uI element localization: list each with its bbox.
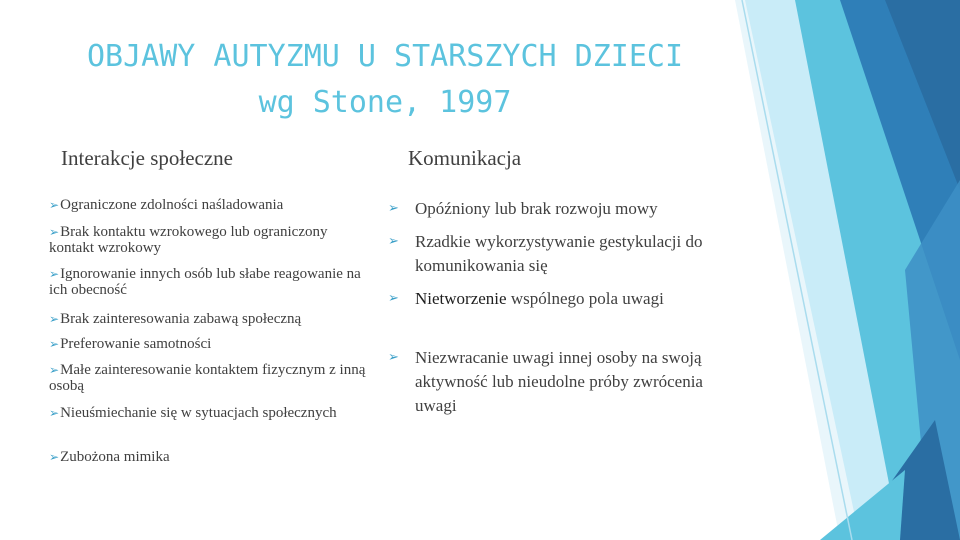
left-list-item: [49, 405, 369, 421]
right-item-text: [388, 346, 718, 418]
right-item-text: [388, 287, 718, 311]
left-item-text: Nieuśmiechanie się w sytuacjach społecznych: [60, 405, 337, 421]
slide-title: [40, 34, 730, 126]
left-item-text: Małe zainteresowanie kontaktem fizycznym z inną osobą: [49, 362, 366, 394]
arrow-bullet-icon: ➢: [49, 267, 60, 281]
right-item-body: Opóźniony lub brak rozwoju mowy: [415, 199, 658, 218]
arrow-bullet-icon: ➢: [388, 291, 399, 306]
left-item-text: Ignorowanie innych osób lub słabe reagowanie na ich obecność: [49, 266, 361, 298]
right-list-item: [388, 197, 718, 221]
right-item-lead: Nietworzenie: [415, 289, 507, 308]
title-line-2: wg Stone, 1997: [258, 85, 512, 120]
right-item-body: wspólnego pola uwagi: [506, 289, 664, 308]
left-item-text: Preferowanie samotności: [60, 336, 212, 352]
arrow-bullet-icon: ➢: [49, 225, 60, 239]
left-list-item: [49, 449, 369, 465]
arrow-bullet-icon: ➢: [49, 198, 60, 212]
left-column-heading: Interakcje społeczne: [61, 146, 233, 170]
left-list-item: [49, 311, 369, 327]
arrow-bullet-icon: ➢: [49, 337, 60, 351]
right-list-item: [388, 287, 718, 311]
right-list-item: [388, 346, 718, 418]
right-column-heading: Komunikacja: [408, 146, 522, 170]
right-item-body: Niezwracanie uwagi innej osoby na swoją aktywność lub nieudolne próby zwrócenia uwagi: [415, 348, 703, 415]
arrow-bullet-icon: ➢: [388, 350, 399, 365]
title-line-1: OBJAWY AUTYZMU U STARSZYCH DZIECI: [86, 39, 684, 74]
left-list-item: [49, 266, 369, 298]
arrow-bullet-icon: ➢: [49, 363, 60, 377]
right-item-text: [388, 197, 718, 221]
right-item-body: Rzadkie wykorzystywanie gestykulacji do komunikowania się: [415, 232, 703, 275]
right-item-text: [388, 230, 718, 278]
left-item-text: Zubożona mimika: [60, 449, 170, 465]
left-item-text: Ograniczone zdolności naśladowania: [60, 197, 284, 213]
arrow-bullet-icon: ➢: [388, 234, 399, 249]
left-list-item: [49, 197, 369, 213]
left-item-text: Brak kontaktu wzrokowego lub ograniczony kontakt wzrokowy: [49, 224, 328, 256]
arrow-bullet-icon: ➢: [49, 312, 60, 326]
arrow-bullet-icon: ➢: [388, 201, 399, 216]
arrow-bullet-icon: ➢: [49, 450, 60, 464]
left-list-item: [49, 362, 369, 394]
left-list-item: [49, 336, 369, 352]
left-list-item: [49, 224, 369, 256]
arrow-bullet-icon: ➢: [49, 406, 60, 420]
right-list-item: [388, 230, 718, 278]
left-item-text: Brak zainteresowania zabawą społeczną: [60, 311, 302, 327]
